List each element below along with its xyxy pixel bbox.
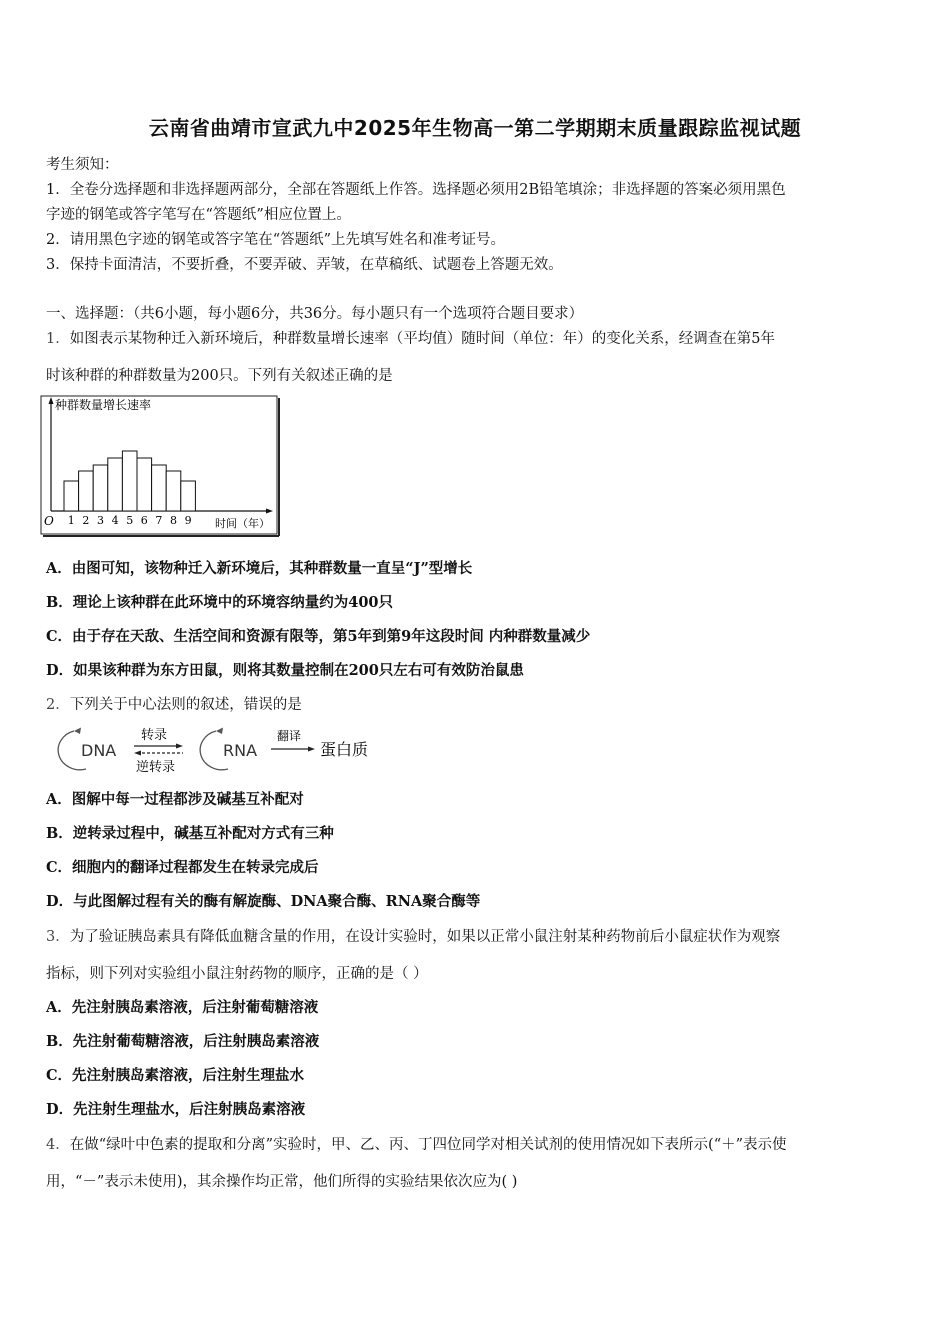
q2-option-b: B．逆转录过程中，碱基互补配对方式有三种 [46, 825, 334, 842]
transcription-arrowhead [176, 744, 183, 749]
x-axis-arrow [266, 509, 273, 514]
notice-item: 字迹的钢笔或答字笔写在“答题纸”相应位置上。 [46, 207, 351, 223]
q2-option-c: C．细胞内的翻译过程都发生在转录完成后 [46, 859, 319, 876]
x-tick-label: 9 [184, 514, 192, 527]
q3-option-a: A．先注射胰岛素溶液，后注射葡萄糖溶液 [46, 999, 319, 1016]
chart-bar [93, 465, 108, 511]
question-stem-text: 如图表示某物种迁入新环境后，种群数量增长速率（平均值）随时间（单位：年）的变化关系，经调查在第5年 [69, 331, 775, 347]
question-number: 2． [46, 697, 70, 713]
q2-option-d: D．与此图解过程有关的酶有解旋酶、DNA聚合酶、RNA聚合酶等 [46, 893, 481, 910]
question-number: 3． [46, 929, 70, 945]
dna-replication-arrowhead [74, 728, 81, 735]
question-4-stem [46, 1133, 787, 1154]
x-tick-label: 6 [140, 514, 148, 527]
chart-bar [137, 458, 152, 511]
question-number: 4． [46, 1137, 70, 1153]
section-heading: 一、选择题：（共6小题，每小题6分，共36分。每小题只有一个选项符合题目要求） [46, 306, 584, 322]
notice-item: 2．请用黑色字迹的钢笔或答字笔在“答题纸”上先填写姓名和准考证号。 [46, 232, 506, 248]
x-tick-label: 8 [170, 514, 177, 527]
exam-title: 云南省曲靖市宣武九中2025年生物高一第二学期期末质量跟踪监视试题 [148, 116, 802, 140]
rna-label: RNA [223, 741, 258, 760]
reverse-transcription-arrowhead [134, 751, 141, 756]
q1-option-c: C．由于存在天敌、生活空间和资源有限等，第5年到第9年这段时间 内种群数量减少 [46, 628, 591, 645]
question-stem-text: 下列关于中心法则的叙述，错误的是 [69, 697, 302, 713]
chart-bar [166, 471, 181, 511]
question-number: 1． [46, 331, 70, 347]
chart-bar [122, 451, 137, 511]
y-axis-label: 种群数量增长速率 [55, 398, 152, 412]
origin-label: O [44, 514, 54, 528]
q1-option-a: A．由图可知，该物种迁入新环境后，其种群数量一直呈“J”型增长 [46, 560, 473, 577]
x-tick-label: 2 [82, 514, 90, 527]
question-1-stem [46, 327, 775, 348]
chart-bar [152, 465, 167, 511]
question-stem-text: 为了验证胰岛素具有降低血糖含量的作用，在设计实验时，如果以正常小鼠注射某种药物前后小鼠症状作为观察 [69, 929, 781, 945]
y-axis-arrow [49, 397, 54, 404]
x-tick-label: 7 [155, 514, 163, 527]
notice-item: 3．保持卡面清洁，不要折叠，不要弄破、弄皱，在草稿纸、试题卷上答题无效。 [46, 257, 563, 273]
translation-arrowhead [308, 747, 315, 752]
x-tick-label: 3 [97, 514, 104, 527]
question-3-stem [46, 925, 780, 946]
q2-option-a: A．图解中每一过程都涉及碱基互补配对 [46, 791, 304, 808]
q3-option-b: B．先注射葡萄糖溶液，后注射胰岛素溶液 [46, 1033, 320, 1050]
question-4-stem-cont: 用，“－”表示未使用)，其余操作均正常，他们所得的实验结果依次应为( ) [46, 1174, 518, 1190]
question-3-stem-cont: 指标，则下列对实验组小鼠注射药物的顺序，正确的是（ ） [46, 966, 428, 982]
chart-bar [108, 458, 123, 511]
chart-bar [181, 481, 196, 511]
central-dogma-diagram [44, 724, 384, 776]
question-2-stem [46, 693, 302, 714]
q1-option-d: D．如果该种群为东方田鼠，则将其数量控制在200只左右可有效防治鼠患 [46, 662, 524, 679]
dna-label: DNA [81, 741, 117, 760]
q3-option-d: D．先注射生理盐水，后注射胰岛素溶液 [46, 1101, 306, 1118]
protein-label: 蛋白质 [320, 740, 369, 759]
question-stem-text: 在做“绿叶中色素的提取和分离”实验时，甲、乙、丙、丁四位同学对相关试剂的使用情况如下表所示(“＋”表示使 [69, 1137, 787, 1153]
rna-replication-arrowhead [216, 728, 223, 735]
reverse-transcription-label: 逆转录 [136, 760, 176, 775]
x-tick-label: 1 [67, 514, 75, 527]
notice-heading: 考生须知： [46, 157, 119, 173]
chart-bar [79, 471, 94, 511]
notice-item: 1．全卷分选择题和非选择题两部分，全部在答题纸上作答。选择题必须用2B铅笔填涂；非选择题的答案必须用黑色 [46, 182, 786, 198]
x-tick-label: 4 [111, 514, 119, 527]
translation-label: 翻译 [277, 729, 302, 743]
question-1-stem-cont: 时该种群的种群数量为200只。下列有关叙述正确的是 [46, 368, 393, 384]
q1-option-b: B．理论上该种群在此环境中的环境容纳量约为400只 [46, 594, 394, 611]
chart-bar [64, 481, 79, 511]
q3-option-c: C．先注射胰岛素溶液，后注射生理盐水 [46, 1067, 305, 1084]
x-axis-label: 时间（年） [215, 517, 270, 530]
transcription-label: 转录 [141, 728, 168, 743]
x-tick-label: 5 [126, 514, 134, 527]
growth-rate-chart [40, 394, 285, 539]
